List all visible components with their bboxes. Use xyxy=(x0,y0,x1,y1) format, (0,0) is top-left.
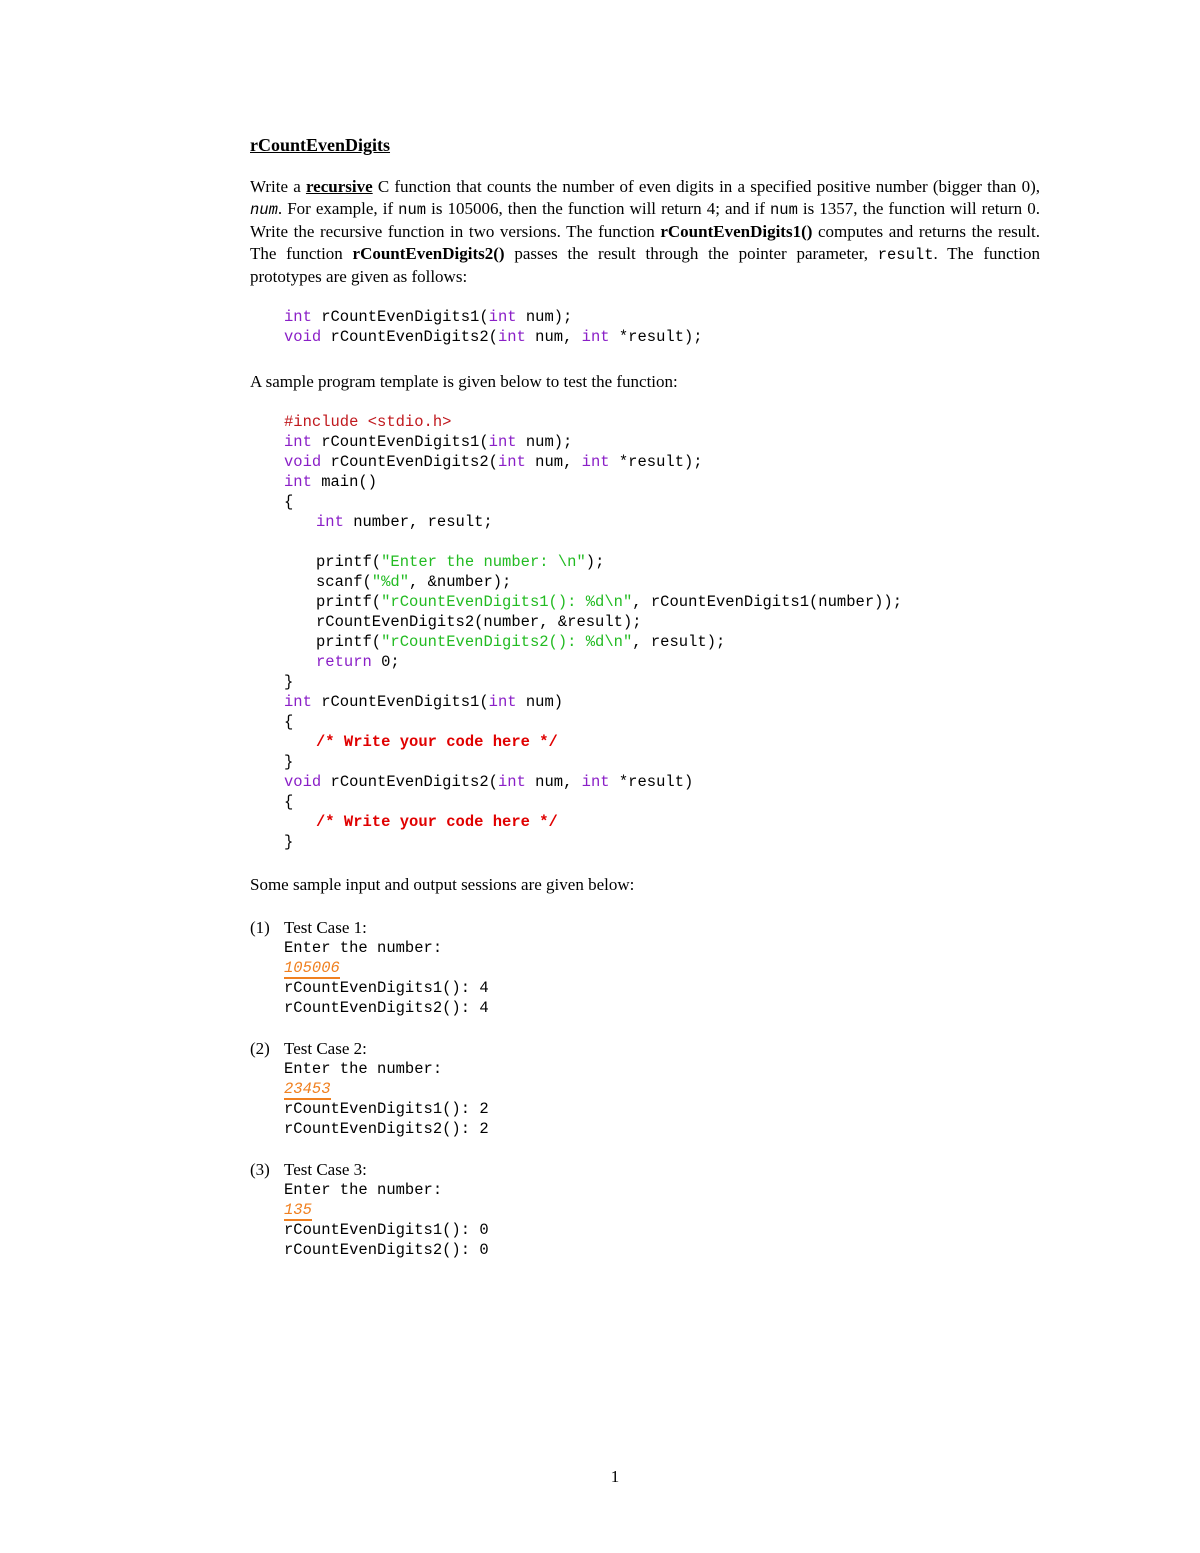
code-line: printf("rCountEvenDigits2(): %d\n", result); xyxy=(316,633,726,651)
code-line: int number, result; xyxy=(316,513,493,531)
output-line: rCountEvenDigits1(): 4 xyxy=(284,979,489,997)
function-name-2: rCountEvenDigits2() xyxy=(352,244,505,263)
output-line: rCountEvenDigits1(): 0 xyxy=(284,1221,489,1239)
test-case-3 xyxy=(250,1160,1040,1260)
code-line: { xyxy=(284,793,294,811)
code-line: return 0; xyxy=(316,653,400,671)
output-prompt: Enter the number: xyxy=(284,1181,443,1199)
intro-text: . For example, if xyxy=(277,199,399,218)
page-number: 1 xyxy=(610,1467,620,1486)
prototype-block xyxy=(250,307,1040,347)
output-prompt: Enter the number: xyxy=(284,1060,443,1078)
code-line: scanf("%d", &number); xyxy=(316,573,512,591)
code-line: { xyxy=(284,713,294,731)
code-comment: /* Write your code here */ xyxy=(316,813,558,831)
code-line: printf("Enter the number: \n"); xyxy=(316,553,605,571)
code-blank-line xyxy=(284,532,1040,552)
user-input: 105006 xyxy=(284,959,340,977)
num-variable: num xyxy=(769,201,798,219)
test-case-label: (1) Test Case 1: xyxy=(250,918,367,937)
template-intro: A sample program template is given below to test the function: xyxy=(250,372,678,391)
user-input: 135 xyxy=(284,1201,312,1219)
document-title: rCountEvenDigits xyxy=(250,135,391,155)
num-variable: num xyxy=(398,201,427,219)
intro-text: Write a xyxy=(250,177,306,196)
code-line: int rCountEvenDigits1(int num) xyxy=(284,693,564,711)
test-case-label: (2) Test Case 2: xyxy=(250,1039,367,1058)
test-case-2 xyxy=(250,1039,1040,1139)
program-template-code xyxy=(250,412,1040,852)
document-page xyxy=(250,134,1040,1260)
intro-text: computes and returns the result. The function xyxy=(250,222,1040,263)
output-prompt: Enter the number: xyxy=(284,939,443,957)
num-variable: num xyxy=(250,201,278,219)
output-line: rCountEvenDigits2(): 0 xyxy=(284,1241,489,1259)
code-line: printf("rCountEvenDigits1(): %d\n", rCountEvenDigits1(number)); xyxy=(316,593,903,611)
code-line: { xyxy=(284,493,294,511)
code-line: } xyxy=(284,833,294,851)
code-line: int rCountEvenDigits1(int num); xyxy=(284,433,573,451)
sessions-intro: Some sample input and output sessions are given below: xyxy=(250,875,635,894)
code-line: void rCountEvenDigits2(int num, int *result) xyxy=(284,773,694,791)
output-line: rCountEvenDigits2(): 2 xyxy=(284,1120,489,1138)
output-line: rCountEvenDigits2(): 4 xyxy=(284,999,489,1017)
code-line: void rCountEvenDigits2(int num, int *result); xyxy=(284,328,703,346)
recursive-emphasis: recursive xyxy=(305,177,373,196)
function-name-1: rCountEvenDigits1() xyxy=(660,222,813,241)
output-line: rCountEvenDigits1(): 2 xyxy=(284,1100,489,1118)
user-input-line xyxy=(250,1079,1040,1099)
test-case-1 xyxy=(250,918,1040,1018)
intro-text: passes the result through the pointer parameter, xyxy=(504,244,878,263)
intro-text: is 105006, then the function will return 4; and if xyxy=(426,199,770,218)
intro-text: . The function prototypes are given as follows: xyxy=(250,244,1040,286)
code-line: } xyxy=(284,673,294,691)
code-comment: /* Write your code here */ xyxy=(316,733,558,751)
code-line: } xyxy=(284,753,294,771)
result-parameter: result xyxy=(877,246,934,264)
user-input-line xyxy=(250,958,1040,978)
code-line: #include <stdio.h> xyxy=(284,413,452,431)
intro-paragraph xyxy=(250,176,1040,288)
code-line: void rCountEvenDigits2(int num, int *result); xyxy=(284,453,703,471)
intro-text: is 1357, the function will return 0. Write the recursive function in two versions. The function xyxy=(250,199,1040,241)
intro-text: C function that counts the number of even digits in a specified positive number (bigger than 0), xyxy=(372,177,1040,196)
code-line: rCountEvenDigits2(number, &result); xyxy=(316,613,642,631)
test-case-label: (3) Test Case 3: xyxy=(250,1160,367,1179)
user-input-line xyxy=(250,1200,1040,1220)
code-line: int main() xyxy=(284,473,378,491)
code-line: int rCountEvenDigits1(int num); xyxy=(284,308,573,326)
user-input: 23453 xyxy=(284,1080,331,1098)
